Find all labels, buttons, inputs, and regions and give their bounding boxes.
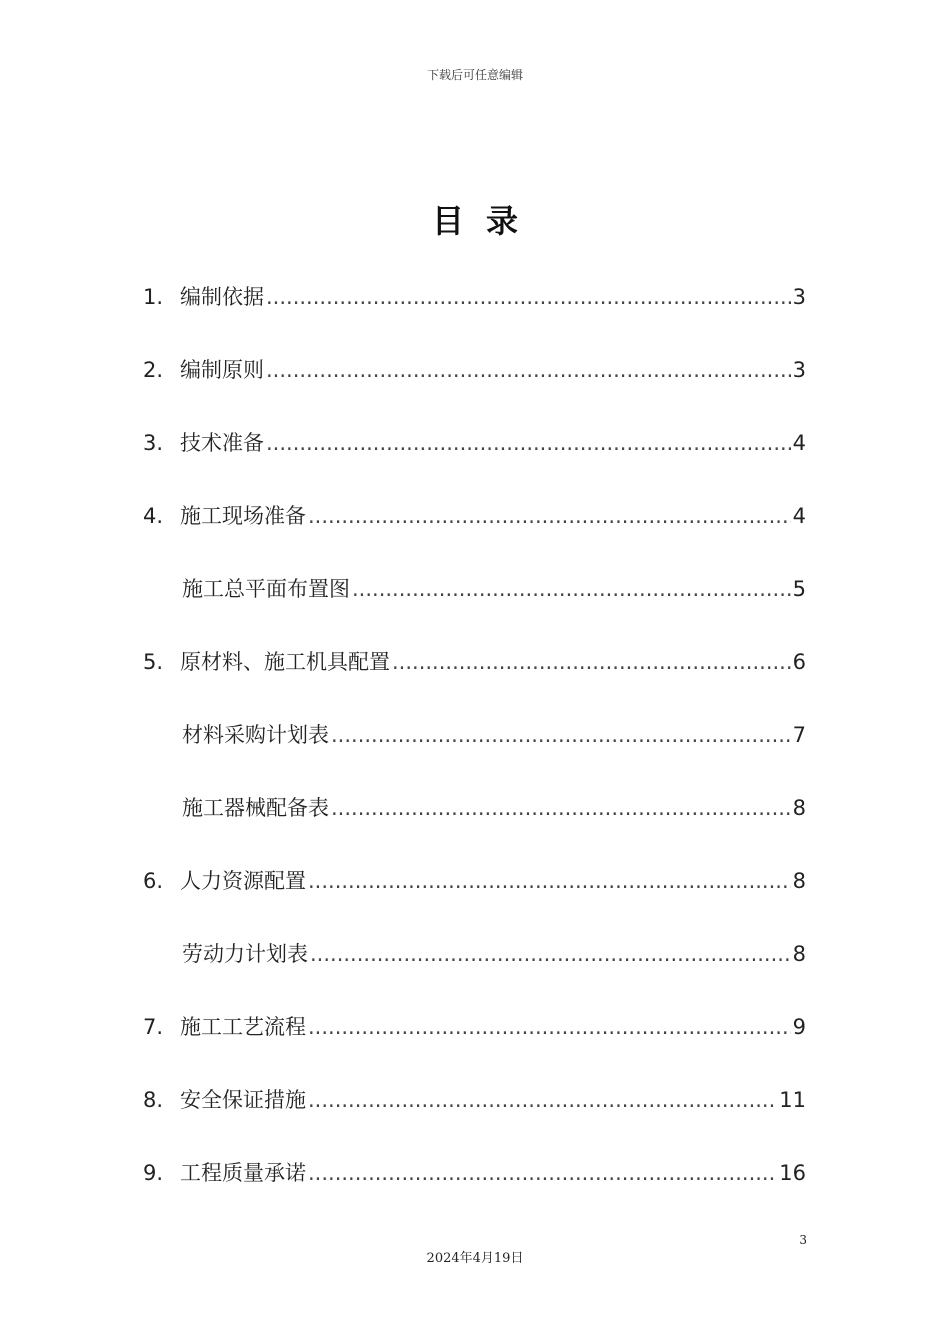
toc-entry-label: 工程质量承诺 [180, 1161, 306, 1185]
toc-entry-page: 11 [779, 1088, 806, 1112]
toc-title: 目录 [431, 202, 540, 240]
toc-entry-4-sub-1[interactable] [143, 570, 806, 643]
toc-entry-label: 编制原则 [180, 358, 264, 382]
toc-entry-label: 编制依据 [180, 285, 264, 309]
toc-entry-label: 施工总平面布置图 [182, 577, 350, 601]
table-of-contents [143, 278, 806, 1227]
toc-entry-page: 8 [792, 869, 806, 893]
toc-entry-number: 1. [143, 285, 164, 309]
toc-entry-label: 技术准备 [180, 431, 264, 455]
toc-entry-page: 3 [792, 285, 806, 309]
toc-entry-label: 人力资源配置 [180, 869, 306, 893]
toc-entry-5-sub-2[interactable] [143, 789, 806, 862]
toc-entry-page: 5 [792, 577, 806, 601]
toc-dot-leader [308, 862, 791, 900]
toc-entry-2[interactable] [143, 351, 806, 424]
toc-entry-page: 16 [779, 1161, 806, 1185]
toc-entry-5[interactable] [143, 643, 806, 716]
toc-entry-number: 5. [143, 650, 164, 674]
toc-dot-leader [352, 570, 791, 608]
toc-entry-number: 9. [143, 1161, 164, 1185]
toc-entry-page: 3 [792, 358, 806, 382]
toc-dot-leader [331, 716, 791, 754]
toc-entry-number: 2. [143, 358, 164, 382]
toc-dot-leader [392, 643, 791, 681]
toc-dot-leader [310, 935, 791, 973]
toc-dot-leader [266, 351, 791, 389]
toc-entry-5-sub-1[interactable] [143, 716, 806, 789]
toc-entry-1[interactable] [143, 278, 806, 351]
toc-entry-number: 6. [143, 869, 164, 893]
toc-dot-leader [266, 424, 791, 462]
toc-entry-label: 施工器械配备表 [182, 796, 329, 820]
toc-entry-3[interactable] [143, 424, 806, 497]
toc-entry-number: 8. [143, 1088, 164, 1112]
toc-entry-label: 施工工艺流程 [180, 1015, 306, 1039]
toc-entry-6[interactable] [143, 862, 806, 935]
toc-entry-6-sub-1[interactable] [143, 935, 806, 1008]
toc-dot-leader [266, 278, 791, 316]
toc-entry-page: 9 [792, 1015, 806, 1039]
toc-entry-page: 8 [792, 942, 806, 966]
toc-entry-label: 安全保证措施 [180, 1088, 306, 1112]
toc-entry-4[interactable] [143, 497, 806, 570]
toc-entry-page: 6 [792, 650, 806, 674]
toc-entry-label: 材料采购计划表 [182, 723, 329, 747]
toc-entry-label: 劳动力计划表 [182, 942, 308, 966]
toc-entry-number: 3. [143, 431, 164, 455]
toc-entry-7[interactable] [143, 1008, 806, 1081]
toc-entry-label: 原材料、施工机具配置 [180, 650, 390, 674]
toc-entry-page: 4 [792, 431, 806, 455]
toc-entry-number: 4. [143, 504, 164, 528]
toc-entry-label: 施工现场准备 [180, 504, 306, 528]
toc-entry-page: 4 [792, 504, 806, 528]
toc-dot-leader [308, 497, 791, 535]
toc-entry-9[interactable] [143, 1154, 806, 1227]
page-number: 3 [799, 1233, 807, 1247]
toc-dot-leader [308, 1081, 777, 1119]
toc-entry-8[interactable] [143, 1081, 806, 1154]
toc-dot-leader [308, 1154, 777, 1192]
footer-date: 2024年4月19日 [426, 1251, 524, 1266]
header-note: 下载后可任意编辑 [426, 68, 523, 82]
toc-entry-number: 7. [143, 1015, 164, 1039]
toc-dot-leader [331, 789, 791, 827]
toc-entry-page: 7 [792, 723, 806, 747]
toc-dot-leader [308, 1008, 791, 1046]
toc-entry-page: 8 [792, 796, 806, 820]
